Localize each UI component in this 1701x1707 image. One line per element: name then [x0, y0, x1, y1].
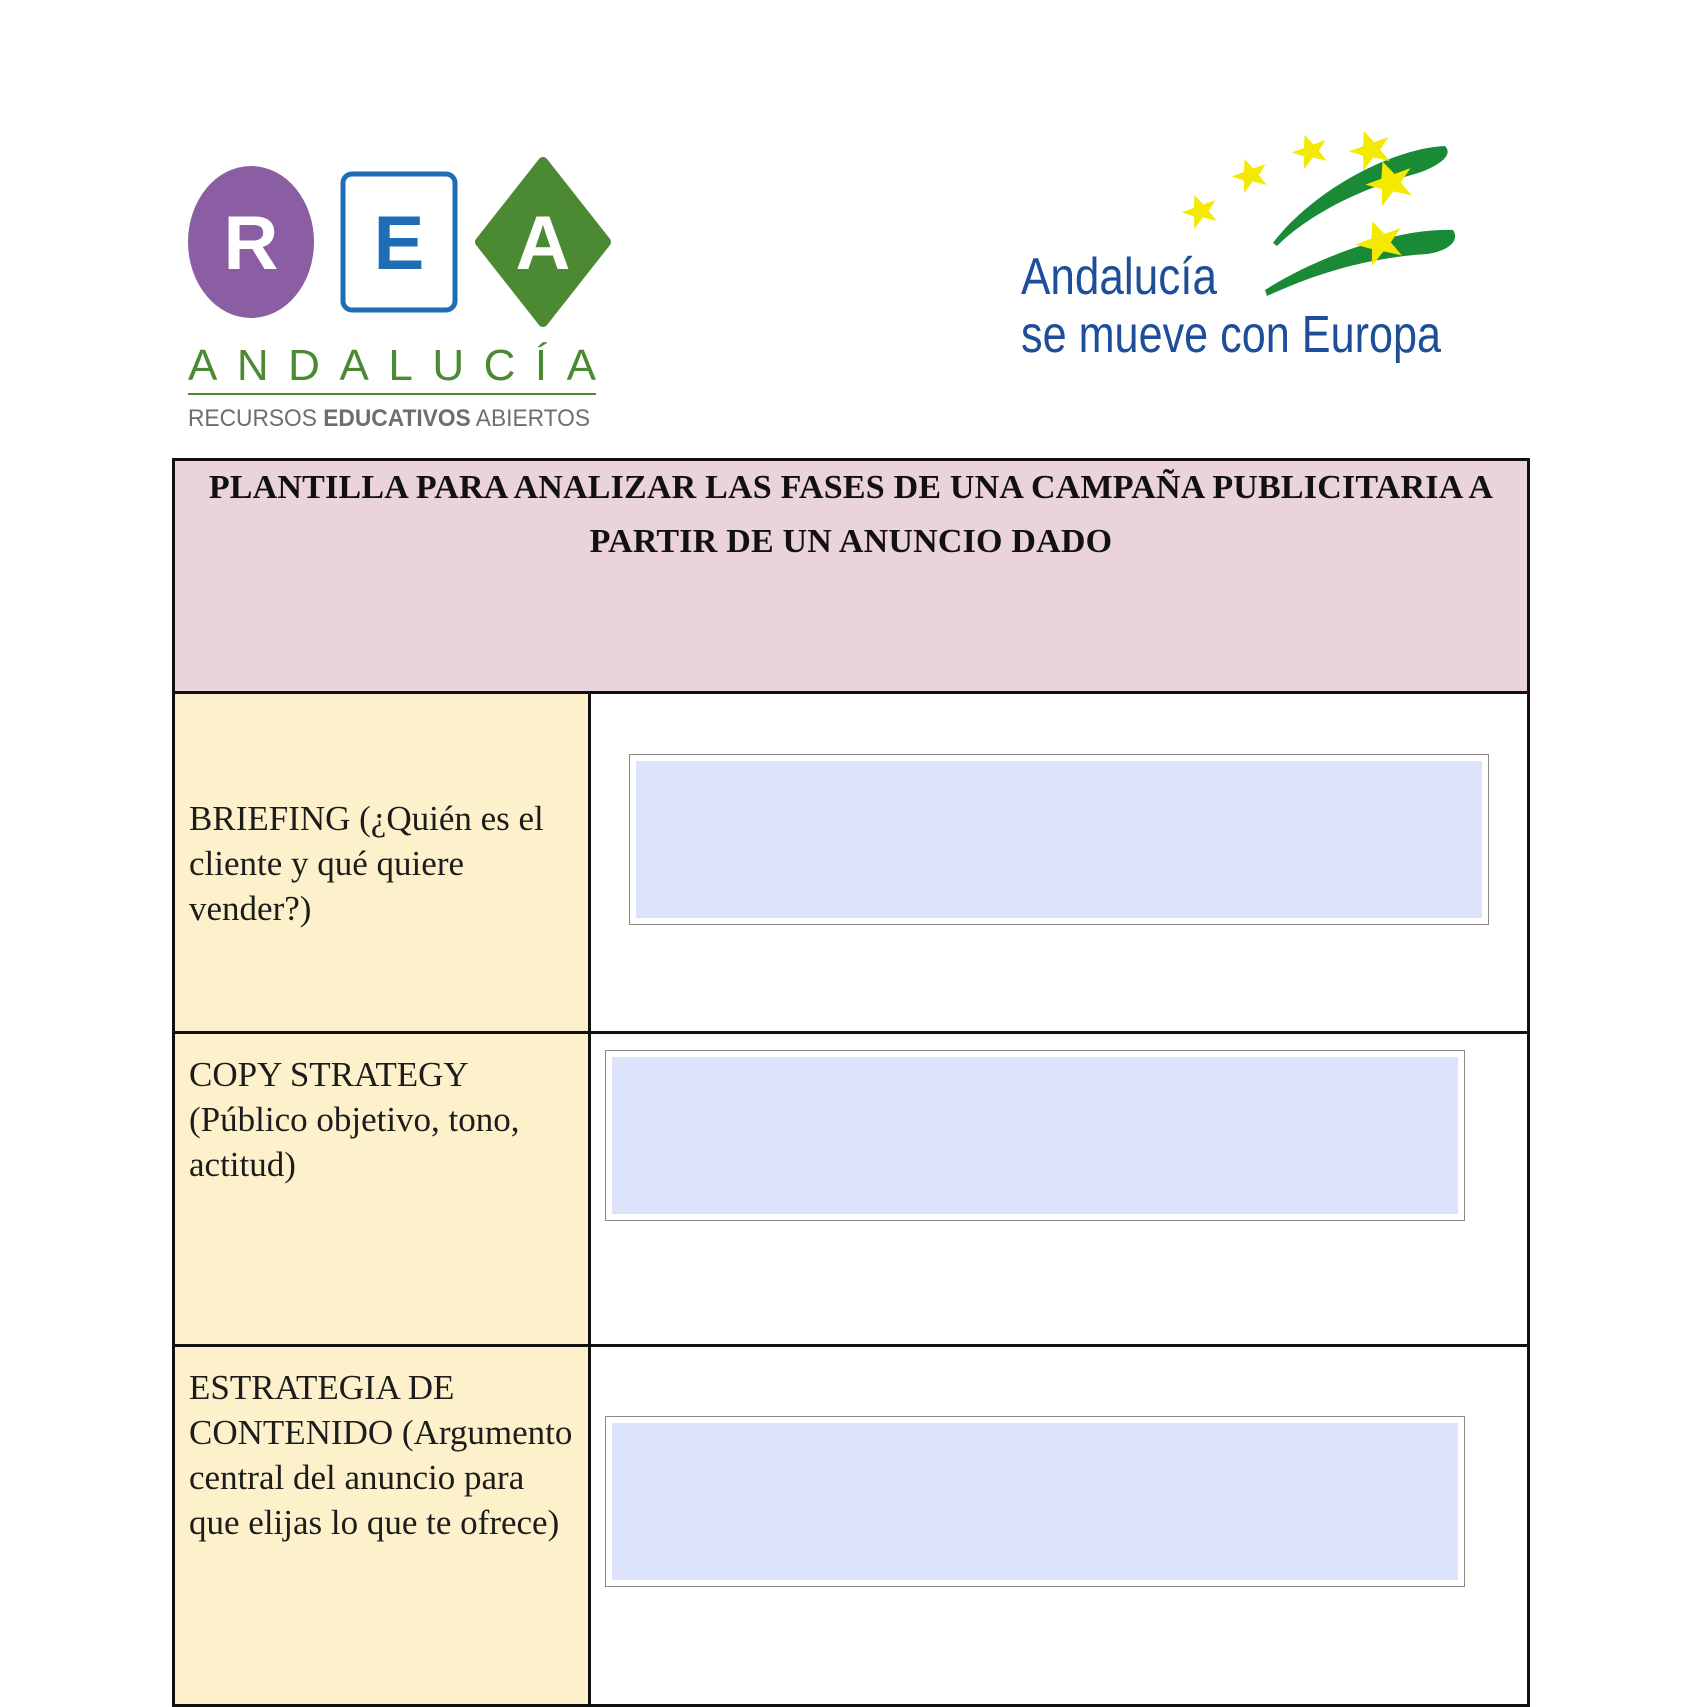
rea-letter-e: E	[373, 201, 425, 286]
star-icon	[1228, 153, 1273, 195]
rea-andalucia-logo	[188, 158, 618, 438]
label-content-strategy: ESTRATEGIA DE CONTENIDO (Argumento central del anuncio para que elijas lo que te ofrece)	[189, 1368, 573, 1542]
form-title: PLANTILLA PARA ANALIZAR LAS FASES DE UNA CAMPAÑA PUBLICITARIA A PARTIR DE UN ANUNCIO DADO	[208, 469, 1494, 560]
junta-line1: Andalucía	[1021, 248, 1218, 306]
star-icon	[1288, 129, 1333, 171]
rea-tagline-suffix: ABIERTOS	[475, 405, 597, 432]
briefing-input[interactable]	[629, 754, 1489, 925]
label-cell-copy-strategy	[174, 1033, 590, 1346]
briefing-input-fill	[636, 761, 1482, 918]
green-stroke-lower	[1265, 230, 1455, 296]
copy-strategy-input[interactable]	[605, 1050, 1465, 1221]
label-briefing: BRIEFING (¿Quién es el cliente y qué quiere vender?)	[189, 799, 544, 928]
copy-strategy-input-fill	[612, 1057, 1458, 1214]
rea-letter-a: A	[515, 201, 571, 286]
campaign-analysis-form	[172, 458, 1530, 1707]
junta-line2: se mueve con Europa	[1021, 306, 1442, 364]
rea-tagline	[188, 405, 597, 432]
input-cell-briefing	[590, 693, 1529, 1033]
rea-tagline-prefix: RECURSOS	[188, 405, 325, 432]
star-icon	[1178, 189, 1223, 231]
label-cell-content-strategy	[174, 1346, 590, 1706]
rea-region: ANDALUCÍA	[188, 341, 596, 390]
input-cell-content-strategy	[590, 1346, 1529, 1706]
content-strategy-input[interactable]	[605, 1416, 1465, 1587]
label-copy-strategy: COPY STRATEGY (Público objetivo, tono, actitud)	[189, 1055, 520, 1184]
green-stroke-upper	[1273, 146, 1448, 246]
form-row-copy-strategy	[174, 1033, 1529, 1346]
form-header-row	[174, 460, 1529, 693]
label-cell-briefing	[174, 693, 590, 1033]
rea-letter-r: R	[223, 201, 279, 286]
input-cell-copy-strategy	[590, 1033, 1529, 1346]
form-title-cell	[174, 460, 1529, 693]
content-strategy-input-fill	[612, 1423, 1458, 1580]
form-row-briefing	[174, 693, 1529, 1033]
andalucia-europa-logo	[1015, 128, 1465, 368]
form-row-content-strategy	[174, 1346, 1529, 1706]
rea-tagline-bold: EDUCATIVOS	[323, 405, 479, 432]
